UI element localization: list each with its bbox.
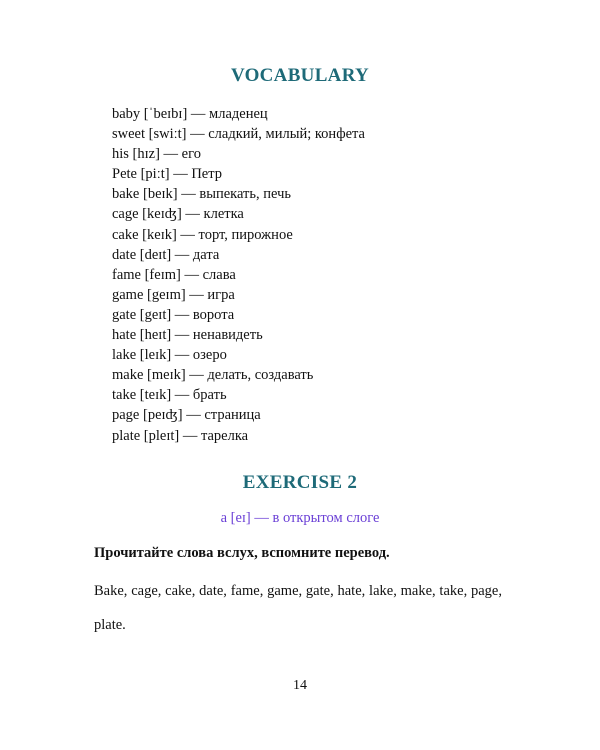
vocab-item: game [geɪm] — игра xyxy=(112,286,235,303)
page-number: 14 xyxy=(293,678,307,693)
vocab-item: his [hɪz] — его xyxy=(112,146,201,163)
exercise-subtitle: a [eɪ] — в открытом слоге xyxy=(220,510,380,526)
vocab-item: bake [beɪk] — выпекать, печь xyxy=(112,186,291,203)
vocab-item: sweet [swiːt] — сладкий, милый; конфета xyxy=(112,126,365,143)
exercise-instruction: Прочитайте слова вслух, вспомните перевод. xyxy=(94,545,390,561)
vocab-item: baby [ˈbeɪbɪ] — младенец xyxy=(112,106,268,122)
vocabulary-heading: VOCABULARY xyxy=(230,65,370,86)
vocab-item: date [deɪt] — дата xyxy=(112,246,220,263)
vocab-item: fame [feɪm] — слава xyxy=(112,266,236,283)
exercise-word-list: Bake, cage, cake, date, fame, game, gate, hate, lake, make, take, page, plate. xyxy=(94,583,502,633)
vocab-item: gate [geɪt] — ворота xyxy=(112,306,235,323)
vocabulary-list xyxy=(112,104,365,446)
vocab-item: page [peɪʤ] — страница xyxy=(112,407,261,424)
vocab-item: Pete [piːt] — Петр xyxy=(112,166,223,183)
vocab-item: cage [keɪʤ] — клетка xyxy=(112,206,244,223)
vocab-item: plate [pleɪt] — тарелка xyxy=(112,427,249,444)
vocab-item: lake [leɪk] — озеро xyxy=(112,347,227,364)
vocab-item: cake [keɪk] — торт, пирожное xyxy=(112,226,293,243)
exercise-heading: EXERCISE 2 xyxy=(242,472,358,493)
vocab-item: make [meɪk] — делать, создавать xyxy=(112,367,314,384)
vocab-item: hate [heɪt] — ненавидеть xyxy=(112,327,263,344)
vocab-item: take [teɪk] — брать xyxy=(112,387,227,404)
